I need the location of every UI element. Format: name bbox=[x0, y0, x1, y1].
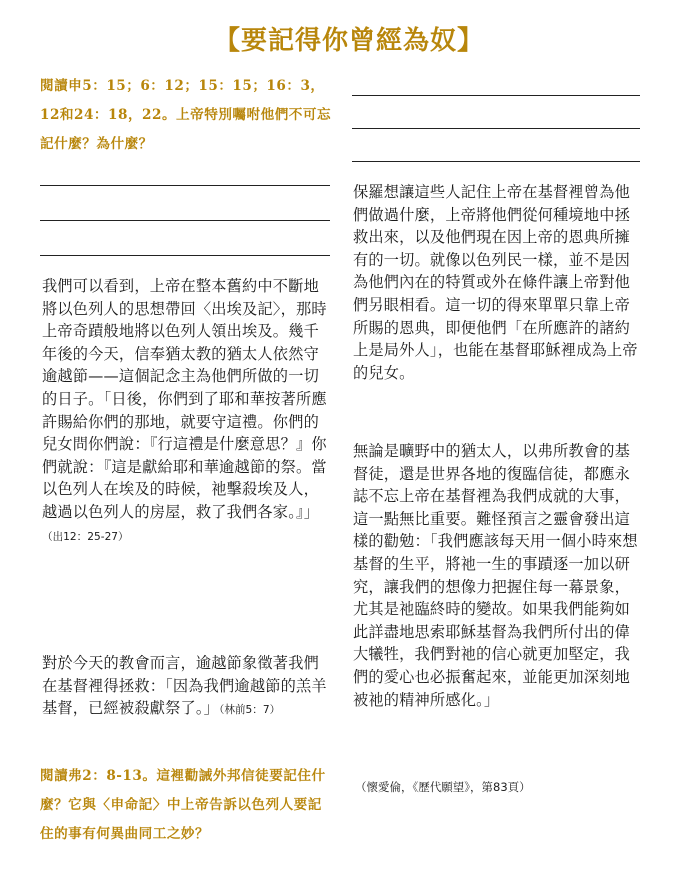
answer-line-5[interactable] bbox=[352, 128, 640, 129]
body-paragraph-remember: 無論是曠野中的猶太人，以弗所教會的基督徒，還是世界各地的復臨信徒，都應永誌不忘上帝在基督裡為我們成就的大事，這一點無比重要。難怪預言之靈會發出這樣的勸勉：「我們應該每天用一個小時來想基督的生平，將祂一生的事蹟逐一加以研究，讓我們的想像力把握住每一幕景象，尤其是祂臨終時的變故。如果我們能夠如此詳盡地思索耶穌基督為我們所付出的偉大犧牲，我們對祂的信心就更加堅定，我們的愛心也必振奮起來，並能更加深刻地被祂的精神所感化。」 bbox=[353, 442, 638, 709]
study-question-1: 閱讀申5：15；6：12；15：15；16：3，12和24：18，22。上帝特別囑咐他們不可忘記什麼？為什麼？ bbox=[40, 78, 332, 152]
body-paragraph-church bbox=[42, 652, 332, 722]
scripture-reference: （林前5：7） bbox=[219, 704, 281, 717]
answer-line-4[interactable] bbox=[352, 95, 640, 96]
citation: （懷愛倫，《歷代願望》，第83頁） bbox=[355, 780, 531, 794]
passover-text: 我們可以看到，上帝在整本舊約中不斷地將以色列人的思想帶回〈出埃及記〉，那時上帝奇蹟般地將以色列人領出埃及。幾千年後的今天，信奉猶太教的猶太人依然守逾越節——這個記念主為他們所做的一切的日子。「日後，你們到了耶和華按著所應許賜給你們的那地，就要守這禮。你們的兒女問你們說：『行這禮是什麼意思？』你們就說：『這是獻給耶和華逾越節的祭。當以色列人在埃及的時候，祂擊殺埃及人，越過以色列人的房屋，救了我們各家。』」 bbox=[42, 277, 327, 521]
answer-line-6[interactable] bbox=[352, 161, 640, 162]
answer-line-3[interactable] bbox=[40, 255, 330, 256]
church-text: 對於今天的教會而言，逾越節象徵著我們在基督裡得拯救：「因為我們逾越節的羔羊基督，已經被殺獻祭了。」 bbox=[42, 654, 327, 718]
body-paragraph-paul: 保羅想讓這些人記住上帝在基督裡曾為他們做過什麼，上帝將他們從何種境地中拯救出來，以及他們現在因上帝的恩典所擁有的一切。就像以色列民一樣，並不是因為他們內在的特質或外在條件讓上帝對他們另眼相看。這一切的得來單單只靠上帝所賜的恩典，即便他們「在所應許的諸約上是局外人」，也能在基督耶穌裡成為上帝的兒女。 bbox=[353, 183, 638, 382]
scripture-reference: （出12：25-27） bbox=[42, 530, 129, 543]
body-paragraph-passover bbox=[42, 275, 332, 548]
page-title: 【要記得你曾經為奴】 bbox=[213, 26, 484, 56]
study-question-2: 閱讀弗2：8-13。這裡勸誡外邦信徒要記住什麼？它與〈申命記〉中上帝告訴以色列人要記住的事有何異曲同工之妙？ bbox=[40, 768, 326, 842]
answer-line-1[interactable] bbox=[40, 185, 330, 186]
answer-line-2[interactable] bbox=[40, 220, 330, 221]
